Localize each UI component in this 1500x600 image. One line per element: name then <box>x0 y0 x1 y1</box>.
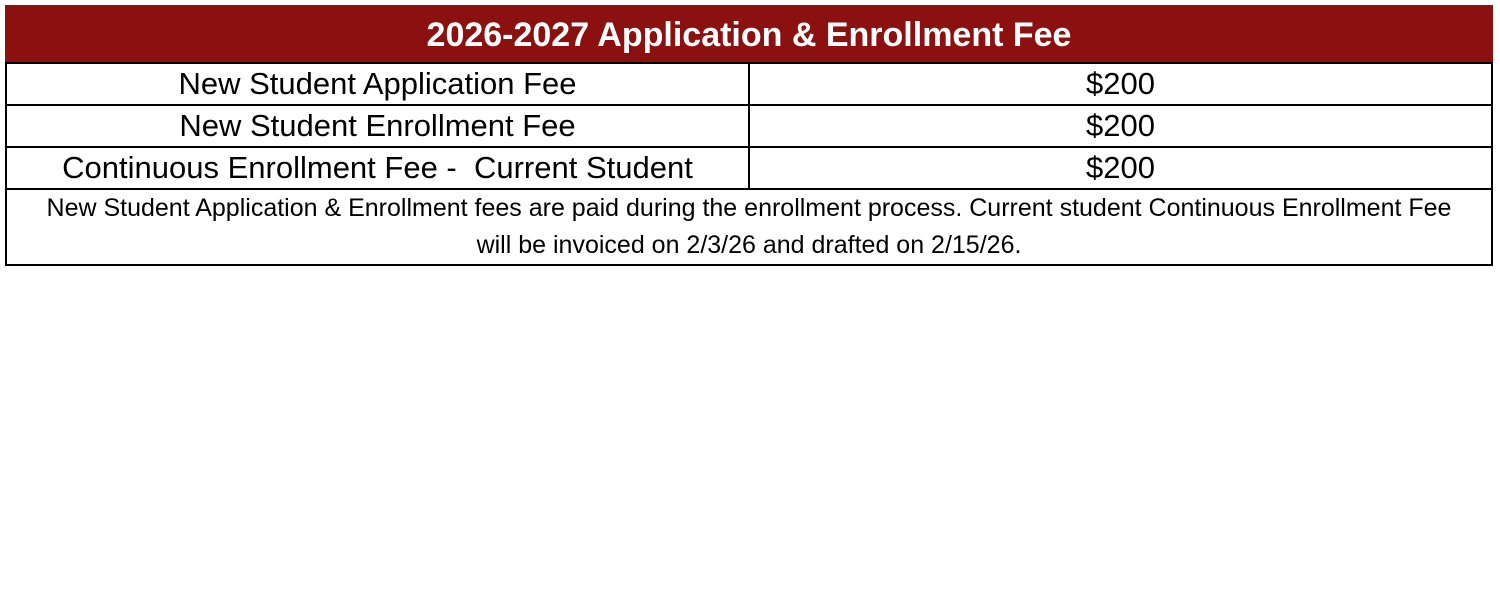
table-note-row <box>6 189 1492 265</box>
table-title: 2026-2027 Application & Enrollment Fee <box>6 6 1492 63</box>
fee-value-continuous: $200 <box>749 147 1492 189</box>
fee-note: New Student Application & Enrollment fees are paid during the enrollment process. Current student Continuous Enrollment Fee will be invoiced on 2/3/26 and drafted on 2/15/26. <box>6 189 1492 265</box>
table-header-row <box>6 6 1492 63</box>
table-row <box>6 63 1492 105</box>
table-row <box>6 147 1492 189</box>
fee-value-enrollment: $200 <box>749 105 1492 147</box>
fee-label-application: New Student Application Fee <box>6 63 749 105</box>
table-row <box>6 105 1492 147</box>
fee-value-application: $200 <box>749 63 1492 105</box>
fee-label-continuous: Continuous Enrollment Fee - Current Student <box>6 147 749 189</box>
fee-label-enrollment: New Student Enrollment Fee <box>6 105 749 147</box>
fee-table <box>5 5 1493 266</box>
